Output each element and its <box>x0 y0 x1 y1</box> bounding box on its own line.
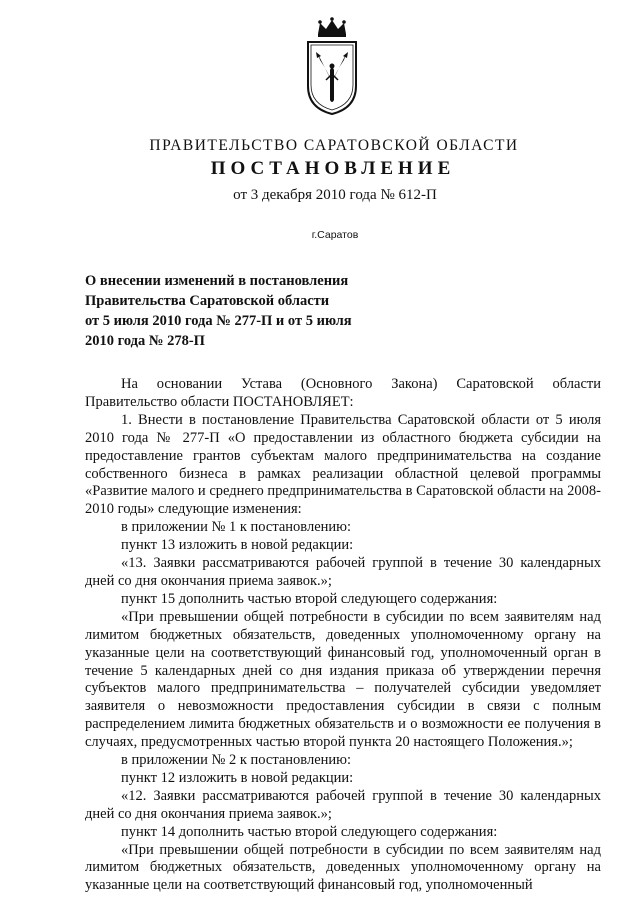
document-date-number: от 3 декабря 2010 года № 612-П <box>233 187 437 203</box>
body-paragraph: «При превышении общей потребности в субсидии по всем заявителям над лимитом бюджетных обязательств, доведенных уполномоченному органу на указанные цели на соответствующий финансовый год, уполномоченный орган в течение 5 календарных дней со дня издания приказа об утверждении перечня субъектов малого предпринимательства – получателей субсидии уведомляет заявителя о невозможности предоставления субсидии в связи с полным распределением лимита бюджетных обязательств и о возможности ее получения в случаях, предусмотренных частью второй пункта 20 настоящего Положения.»; <box>85 608 601 751</box>
body-paragraph: «13. Заявки рассматриваются рабочей группой в течение 30 календарных дней со дня окончания приема заявок.»; <box>85 555 601 589</box>
body-paragraph: в приложении № 2 к постановлению: <box>121 752 352 769</box>
body-paragraph: 1. Внести в постановление Правительства Саратовской области от 5 июля 2010 года № 277-П «О предоставлении из областного бюджета субсидии на предоставление грантов субъектам малого предпринимательства на создание собственного бизнеса в рамках реализации областной целевой программы «Развитие малого и среднего предпринимательства в Саратовской области на 2008-2010 годы» следующие изменения: <box>85 411 601 518</box>
document-body <box>85 376 601 895</box>
subject-line: от 5 июля 2010 года № 277-П и от 5 июля <box>85 313 352 329</box>
body-paragraph: пункт 15 дополнить частью второй следующего содержания: <box>121 590 498 607</box>
body-paragraph: «12. Заявки рассматриваются рабочей группой в течение 30 календарных дней со дня окончания приема заявок.»; <box>85 787 601 822</box>
body-paragraph: в приложении № 1 к постановлению: <box>121 519 352 536</box>
subject-line: Правительства Саратовской области <box>85 293 330 309</box>
document-city: г.Саратов <box>311 229 359 241</box>
subject-line: 2010 года № 278-П <box>85 333 205 349</box>
body-paragraph: Правительство области ПОСТАНОВЛЯЕТ: <box>85 393 354 410</box>
body-paragraph: пункт 14 дополнить частью второй следующего содержания: <box>121 823 498 840</box>
body-paragraph: «При превышении общей потребности в субсидии по всем заявителям над лимитом бюджетных обязательств, доведенных уполномоченному органу на указанные цели на соответствующий финансовый год, уполномоченный <box>85 841 601 894</box>
body-paragraph: пункт 12 изложить в новой редакции: <box>121 769 354 786</box>
document-subject <box>85 271 425 351</box>
body-paragraph: На основании Устава (Основного Закона) Саратовской области <box>121 376 601 392</box>
document-type: ПОСТАНОВЛЕНИЕ <box>210 158 456 179</box>
government-title: ПРАВИТЕЛЬСТВО САРАТОВСКОЙ ОБЛАСТИ <box>149 137 519 154</box>
body-paragraph: пункт 13 изложить в новой редакции: <box>121 537 354 554</box>
saratov-coat-of-arms-icon <box>296 14 368 116</box>
subject-line: О внесении изменений в постановления <box>85 273 349 289</box>
